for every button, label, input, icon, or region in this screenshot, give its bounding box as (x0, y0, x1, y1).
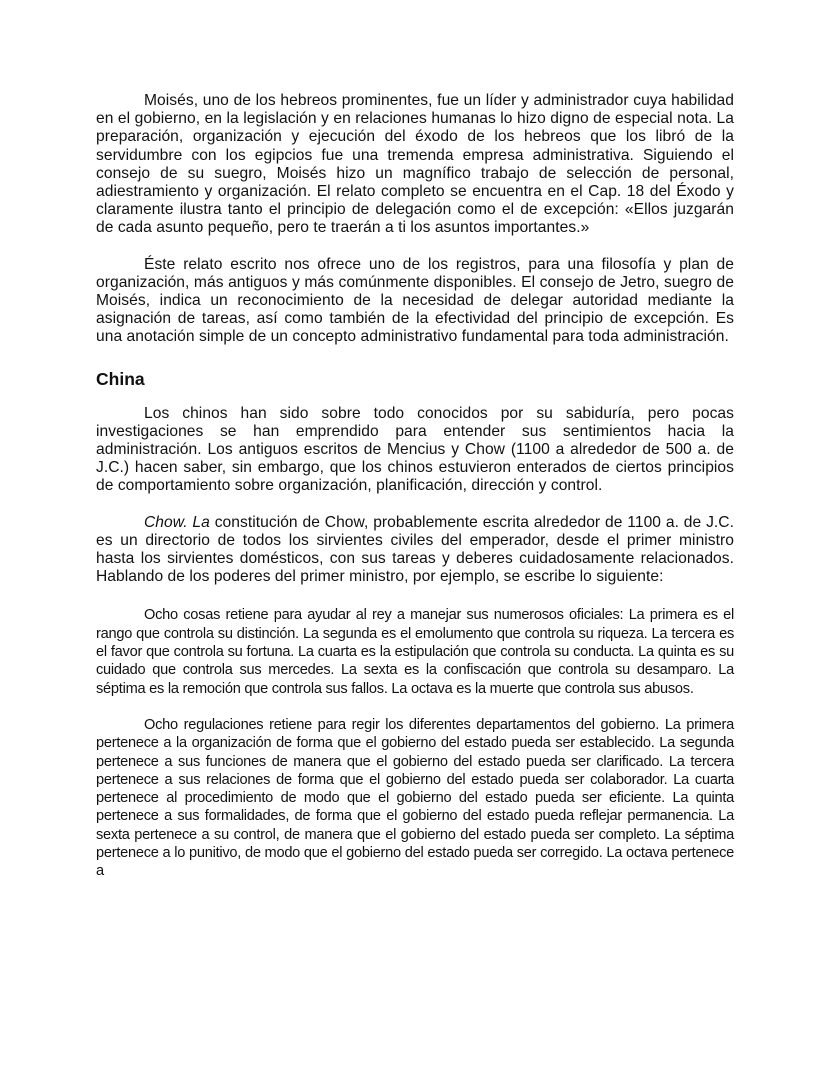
quote-eight-regulations: Ocho regulaciones retiene para regir los diferentes departamentos del gobierno. La primera pertenece a la organización de forma que el gobierno del estado pueda ser establecido. La segunda pertenece a sus funciones de manera que el gobierno del estado pueda ser clarificado. La tercera pertenece a sus relaciones de forma que el gobierno del estado pueda ser colaborador. La cuarta pertenece al procedimiento de modo que el gobierno del estado pueda ser eficiente. La quinta pertenece a sus formalidades, de forma que el gobierno del estado pueda reflejar permanencia. La sexta pertenece a su control, de manera que el gobierno del estado pueda ser completo. La séptima pertenece a lo punitivo, de modo que el gobierno del estado pueda ser corregido. La octava pertenece a (96, 716, 734, 880)
document-page (96, 92, 734, 881)
chow-body-text: constitución de Chow, probablemente escrita alrededor de 1100 a. de J.C. es un directorio de todos los sirvientes civiles del emperador, desde el primer ministro hasta los sirvientes domésticos, con sus tareas y deberes cuidadosamente relacionados. Hablando de los poderes del primer ministro, por ejemplo, se escribe lo siguiente: (96, 513, 734, 586)
paragraph-chow (96, 514, 734, 587)
quote-eight-things: Ocho cosas retiene para ayudar al rey a manejar sus numerosos oficiales: La primera es el rango que controla su distinción. La segunda es el emolumento que controla su riqueza. La tercera es el favor que controla su fortuna. La cuarta es la estipulación que controla su conducta. La quinta es su cuidado que controla sus mercedes. La sexta es la confiscación que controla su desamparo. La séptima es la remoción que controla sus fallos. La octava es la muerte que controla sus abusos. (96, 607, 734, 697)
paragraph-moses: Moisés, uno de los hebreos prominentes, fue un líder y administrador cuya habilidad en el gobierno, en la legislación y en relaciones humanas lo hizo digno de especial nota. La preparación, organización y ejecución del éxodo de los hebreos que los libró de la servidumbre con los egipcios fue una tremenda empresa administrativa. Siguiendo el consejo de su suegro, Moisés hizo un magnífico trabajo de selección de personal, adiestramiento y organización. El relato completo se encuentra en el Cap. 18 del Éxodo y claramente ilustra tanto el principio de delegación como el de excepción: «Ellos juzgarán de cada asunto pequeño, pero te traerán a ti los asuntos importantes.» (96, 92, 734, 237)
paragraph-china: Los chinos han sido sobre todo conocidos por su sabiduría, pero pocas investigaciones se han emprendido para entender sus sentimientos hacia la administración. Los antiguos escritos de Mencius y Chow (1100 a alrededor de 500 a. de J.C.) hacen saber, sin embargo, que los chinos estuvieron enterados de ciertos principios de comportamiento sobre organización, planificación, dirección y control. (96, 404, 734, 495)
paragraph-jethro-advice: Éste relato escrito nos ofrece uno de los registros, para una filosofía y plan de organización, más antiguos y más comúnmente disponibles. El consejo de Jetro, suegro de Moisés, indica un reconocimiento de la necesidad de delegar autoridad mediante la asignación de tareas, así como también de la efectividad del principio de excepción. Es una anotación simple de un concepto administrativo fundamental para toda administración. (96, 255, 734, 346)
section-heading-china: China (96, 368, 145, 389)
chow-lead-text: Chow. La (144, 513, 210, 531)
